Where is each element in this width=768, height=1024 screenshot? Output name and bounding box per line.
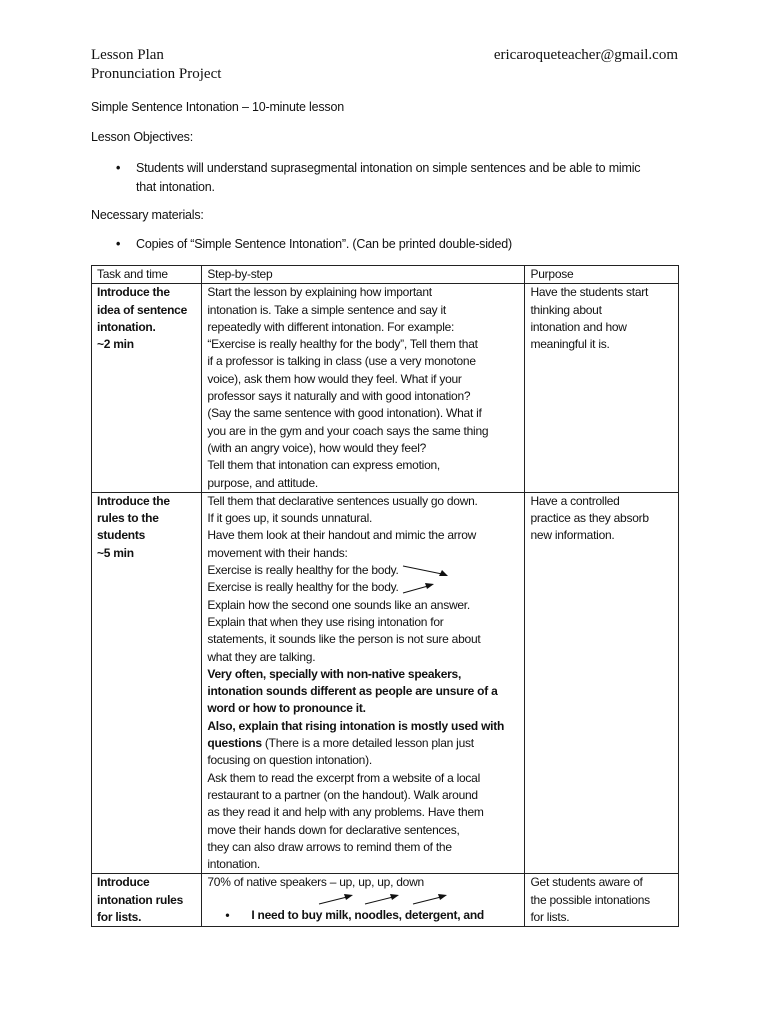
falling-arrow-icon — [402, 564, 450, 578]
steps-cell: 70% of native speakers – up, up, up, down • I need to buy milk, noodles, detergent, and — [202, 874, 525, 927]
table-row — [92, 492, 679, 874]
bullet-icon: • — [225, 907, 230, 922]
table-row — [92, 284, 679, 493]
table-header-row — [92, 266, 679, 284]
steps-cell: Tell them that declarative sentences usually go down. If it goes up, it sounds unnatural. Have them look at their handout and mimic the arrow movement with their hands: Exercise is really healthy for the body. Exercise is really healthy for the body. Explain how the second one sounds like an answer. Explain that when they use rising intonation for statements, it sounds like the person is not sure about what they are talking. Very often, specially with non-native speakers, intonation sounds different as people are unsure of a word or how to pronounce it. Also, explain that rising intonation is mostly used with questions (There is a more detailed lesson plan just focusing on question intonation). Ask them to read the excerpt from a website of a local restaurant to a partner (on the handout). Walk around as they read it and help with any problems. Have them move their hands down for declarative sentences, they can also draw arrows to remind them of the intonation. — [202, 492, 525, 874]
header-email: ericaroqueteacher@gmail.com — [493, 47, 678, 63]
steps-cell: Start the lesson by explaining how important intonation is. Take a simple sentence and say it repeatedly with different intonation. For example: “Exercise is really healthy for the body”, Tell them that if a professor is talking in class (use a very monotone voice), ask them how would they feel. What if your professor says it naturally and with good intonation? (Say the same sentence with good intonation). What if you are in the gym and your coach says the same thing (with an angry voice), how would they feel? Tell them that intonation can express emotion, purpose, and attitude. — [202, 284, 525, 493]
list-example-item: • I need to buy milk, noodles, detergent, and — [207, 907, 519, 924]
column-header-task: Task and time — [92, 266, 202, 284]
document-header-left — [91, 46, 221, 84]
example-falling: Exercise is really healthy for the body. — [207, 562, 519, 579]
lesson-title: Simple Sentence Intonation – 10-minute lesson — [91, 100, 344, 114]
bullet-icon: • — [116, 161, 121, 175]
table-row — [92, 874, 679, 927]
purpose-cell: Have a controlled practice as they absorb new information. — [525, 492, 679, 874]
objective-item — [116, 159, 640, 197]
rising-arrow-icon — [402, 581, 450, 595]
purpose-cell: Get students aware of the possible intonations for lists. — [525, 874, 679, 927]
task-cell: Introduce the idea of sentence intonation. ~2 min — [92, 284, 202, 493]
objective-text-line1: Students will understand suprasegmental intonation on simple sentences and be able to mimic — [136, 161, 641, 175]
material-item — [116, 237, 512, 251]
example-rising: Exercise is really healthy for the body. — [207, 579, 519, 596]
header-title: Lesson Plan — [91, 47, 164, 63]
task-cell: Introduce the rules to the students ~5 min — [92, 492, 202, 874]
materials-heading: Necessary materials: — [91, 208, 204, 222]
purpose-cell: Have the students start thinking about intonation and how meaningful it is. — [525, 284, 679, 493]
header-subtitle: Pronunciation Project — [91, 66, 222, 82]
bullet-icon: • — [116, 237, 121, 251]
list-intonation-arrows-icon — [207, 892, 519, 907]
column-header-steps: Step-by-step — [202, 266, 525, 284]
objectives-heading: Lesson Objectives: — [91, 130, 194, 144]
column-header-purpose: Purpose — [525, 266, 679, 284]
task-cell: Introduce intonation rules for lists. — [92, 874, 202, 927]
lesson-plan-table — [91, 265, 679, 927]
objective-text-line2: that intonation. — [136, 180, 215, 194]
material-text: Copies of “Simple Sentence Intonation”. (Can be printed double-sided) — [136, 237, 513, 251]
